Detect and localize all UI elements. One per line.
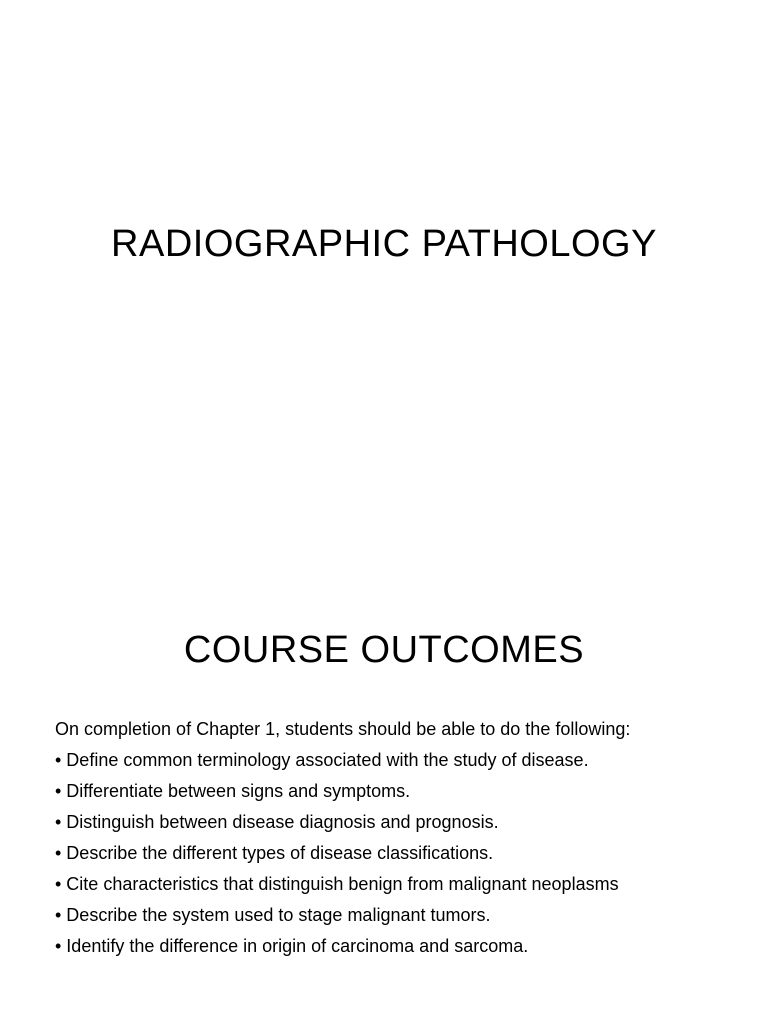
outcome-item: • Distinguish between disease diagnosis and prognosis. [55, 812, 499, 832]
outcome-item: • Cite characteristics that distinguish benign from malignant neoplasms [55, 874, 619, 894]
outcome-item: • Describe the system used to stage malignant tumors. [55, 905, 491, 925]
outcome-item: • Identify the difference in origin of carcinoma and sarcoma. [55, 936, 529, 956]
outcome-item: • Define common terminology associated with the study of disease. [55, 750, 589, 770]
section-heading: COURSE OUTCOMES [183, 629, 585, 671]
outcome-item: • Differentiate between signs and symptoms. [55, 781, 411, 801]
outcomes-intro: On completion of Chapter 1, students should be able to do the following: [55, 719, 631, 739]
outcomes-list [55, 714, 755, 962]
outcome-item: • Describe the different types of disease classifications. [55, 843, 494, 863]
document-title: RADIOGRAPHIC PATHOLOGY [111, 223, 657, 265]
